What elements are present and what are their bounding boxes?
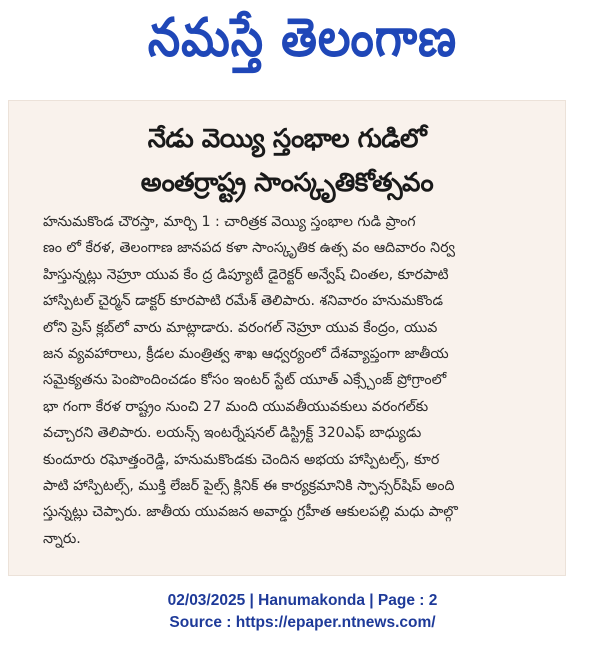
- body-line: వచ్చారని తెలిపారు. లయన్స్ ఇంటర్నేషనల్ డిస్ట్రిక్ట్ 320ఎఫ్ బాధ్యుడు: [43, 425, 422, 442]
- source-link[interactable]: Source : https://epaper.ntnews.com/: [169, 614, 436, 631]
- masthead-logo-text: నమస్తే తెలంగాణ: [147, 6, 458, 69]
- body-line: హాస్పిటల్ చైర్మన్ డాక్టర్ కూరపాటి రమేశ్ తెలిపారు. శనివారం హనుమకొండ: [43, 293, 443, 310]
- headline-line-2: అంతర్రాష్ట్ర సాంస్కృతికోత్సవం: [140, 168, 434, 198]
- newspaper-masthead: [0, 0, 605, 88]
- clipping-footer: [0, 590, 605, 634]
- body-line: హిస్తున్నట్లు నెహ్రూ యువ కేం ద్ర డిప్యూటీ డైరెక్టర్ అన్వేష్ చింతల, కూరపాటి: [43, 266, 449, 283]
- body-line: లోని ప్రెస్ క్లబ్‌లో వారు మాట్లాడారు. వరంగల్ నెహ్రూ యువ కేంద్రం, యువ: [43, 319, 438, 336]
- body-line: న్నారు.: [43, 530, 81, 547]
- body-line: ణం లో కేరళ, తెలంగాణ జానపద కళా సాంస్కృతిక ఉత్స వం ఆదివారం నిర్వ: [43, 240, 456, 257]
- article-headline: [9, 117, 565, 205]
- article-clipping: [8, 100, 566, 576]
- body-line: భా గంగా కేరళ రాష్ట్రం నుంచి 27 మంది యువతీయువకులు వరంగల్‌కు: [43, 398, 429, 415]
- body-line: సమైక్యతను పెంపొందించడం కోసం ఇంటర్ స్టేట్ యూత్ ఎక్స్చేంజ్ ప్రోగ్రాంలో: [43, 372, 447, 389]
- body-line: జన వ్యవహారాలు, క్రీడల మంత్రిత్వ శాఖ ఆధ్వర్యంలో దేశవ్యాప్తంగా జాతీయ: [43, 346, 449, 363]
- body-line: కుందూరు రఘోత్తంరెడ్డి, హనుమకొండకు చెందిన అభయ హాస్పిటల్స్, కూర: [43, 451, 440, 468]
- body-line: హనుమకొండ చౌరస్తా, మార్చి 1 : చారిత్రక వెయ్యి స్తంభాల గుడి ప్రాంగ: [43, 214, 416, 230]
- edition-info: 02/03/2025 | Hanumakonda | Page : 2: [167, 592, 438, 609]
- body-line: స్తున్నట్లు చెప్పారు. జాతీయ యువజన అవార్డు గ్రహీత ఆకులపల్లి మధు పాల్గొ: [43, 504, 458, 521]
- article-body: [43, 209, 551, 552]
- headline-line-1: నేడు వెయ్యి స్తంభాల గుడిలో: [147, 124, 427, 154]
- body-line: పాటి హాస్పిటల్స్, ముక్తి లేజర్ పైల్స్ క్లినిక్ ఈ కార్యక్రమానికి స్పాన్సర్‌షిప్ అంది: [43, 478, 455, 495]
